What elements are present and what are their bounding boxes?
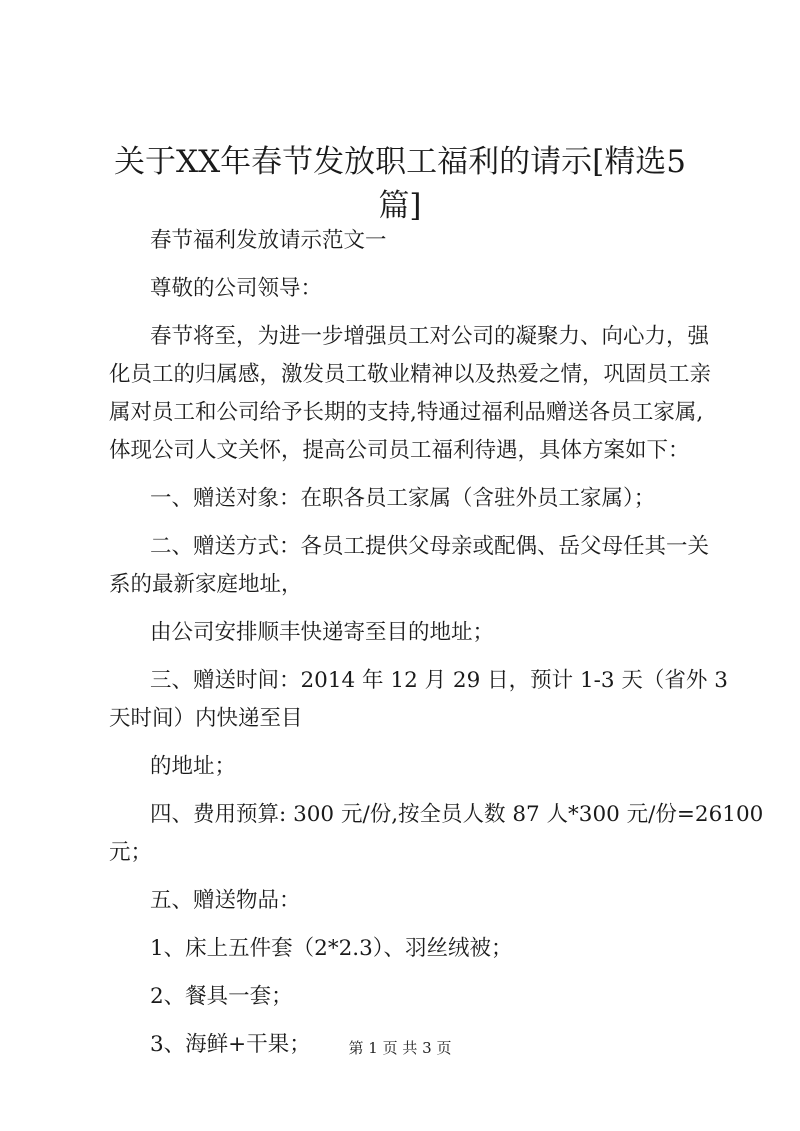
list-item-continuation: 元；	[109, 840, 153, 865]
list-item: 一、赠送对象：在职各员工家属（含驻外员工家属）；	[150, 486, 656, 511]
paragraph-heading: 春节福利发放请示范文一	[150, 228, 387, 253]
body-line: 春节将至，为进一步增强员工对公司的凝聚力、向心力，强	[150, 324, 710, 349]
body-line: 体现公司人文关怀，提高公司员工福利待遇，具体方案如下：	[109, 438, 690, 463]
list-item: 3、海鲜+干果；	[150, 1032, 311, 1057]
list-item: 五、赠送物品：	[150, 888, 301, 913]
document-title: 关于XX年春节发放职工福利的请示[精选5篇]	[114, 144, 686, 224]
body-line: 的地址；	[150, 754, 237, 779]
list-item: 二、赠送方式：各员工提供父母亲或配偶、岳父母任其一关	[150, 534, 710, 559]
list-item-continuation: 天时间）内快递至目	[109, 706, 303, 731]
body-line: 由公司安排顺丰快递寄至目的地址；	[150, 620, 495, 645]
page-footer: 第 1 页 共 3 页	[348, 1039, 452, 1057]
list-item: 2、餐具一套；	[150, 984, 293, 1009]
list-item: 1、床上五件套（2*2.3）、羽丝绒被；	[150, 936, 513, 961]
list-item: 四、费用预算: 300 元/份,按全员人数 87 人*300 元/份=26100	[150, 802, 764, 827]
list-item-continuation: 系的最新家庭地址，	[109, 572, 303, 597]
salutation: 尊敬的公司领导：	[150, 276, 323, 301]
list-item: 三、赠送时间：2014 年 12 月 29 日，预计 1-3 天（省外 3	[150, 668, 728, 693]
body-line: 属对员工和公司给予长期的支持,特通过福利品赠送各员工家属,	[109, 400, 704, 425]
body-line: 化员工的归属感，激发员工敬业精神以及热爱之情，巩固员工亲	[109, 362, 712, 387]
